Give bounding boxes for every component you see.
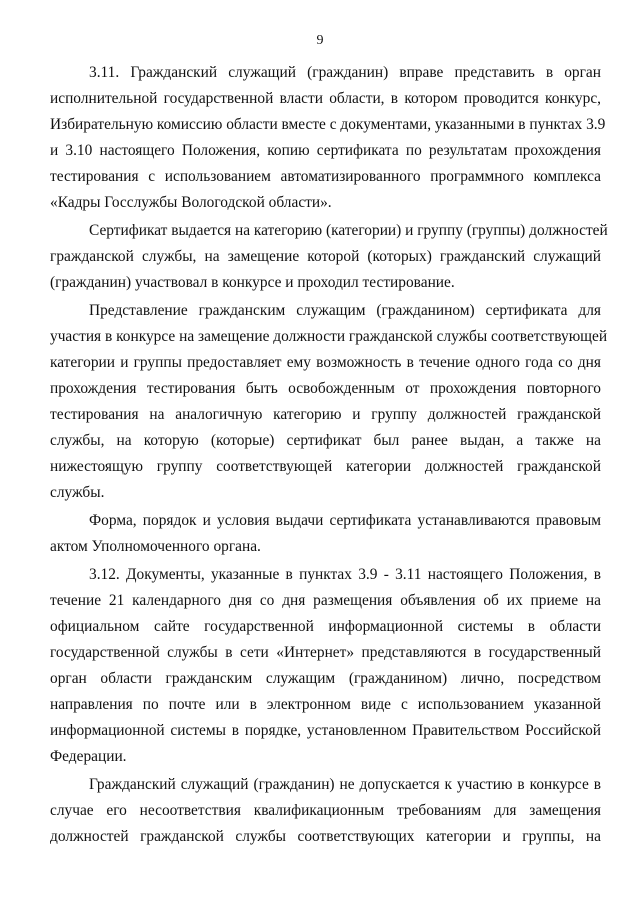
text-line: направления по почте или в электронном виде с использованием указанной xyxy=(50,696,601,713)
text-line: участия в конкурсе на замещение должности гражданской службы соответствующей xyxy=(50,328,608,345)
text-line: Гражданский служащий (гражданин) не допускается к участию в конкурсе в xyxy=(89,776,601,793)
text-line: гражданской службы, на замещение которой (которых) гражданский служащий xyxy=(50,248,601,265)
text-line: исполнительной государственной власти области, в котором проводится конкурс, xyxy=(50,90,601,107)
text-line: информационной системы в порядке, установленном Правительством Российской xyxy=(50,722,601,739)
text-line: 3.11. Гражданский служащий (гражданин) вправе представить в орган xyxy=(89,64,601,81)
text-line: официальном сайте государственной информационной системы в области xyxy=(50,618,601,635)
text-line: тестирования с использованием автоматизированного программного комплекса xyxy=(50,168,601,185)
text-line: Федерации. xyxy=(50,748,127,765)
text-line: государственной службы в сети «Интернет» представляются в государственный xyxy=(50,644,601,661)
text-line: «Кадры Госслужбы Вологодской области». xyxy=(50,194,332,211)
text-line: прохождения тестирования быть освобожденным от прохождения повторного xyxy=(50,380,601,397)
text-line: службы, на которую (которые) сертификат был ранее выдан, а также на xyxy=(50,432,601,449)
text-line: Представление гражданским служащим (гражданином) сертификата для xyxy=(89,302,601,319)
text-line: категории и группы предоставляет ему возможность в течение одного года со дня xyxy=(50,354,601,371)
text-line: нижестоящую группу соответствующей категории должностей гражданской xyxy=(50,458,601,475)
text-line: 3.12. Документы, указанные в пунктах 3.9 - 3.11 настоящего Положения, в xyxy=(89,566,601,583)
text-line: орган области гражданским служащим (гражданином) лично, посредством xyxy=(50,670,601,687)
text-line: (гражданин) участвовал в конкурсе и проходил тестирование. xyxy=(50,274,455,291)
text-line: Форма, порядок и условия выдачи сертификата устанавливаются правовым xyxy=(89,512,601,529)
text-line: Избирательную комиссию области вместе с документами, указанными в пунктах 3.9 xyxy=(50,116,606,133)
text-line: актом Уполномоченного органа. xyxy=(50,538,261,555)
text-line: тестирования на аналогичную категорию и группу должностей гражданской xyxy=(50,406,601,423)
page-number: 9 xyxy=(316,33,324,48)
text-line: службы. xyxy=(50,484,105,501)
text-line: и 3.10 настоящего Положения, копию сертификата по результатам прохождения xyxy=(50,142,601,159)
text-line: должностей гражданской службы соответствующих категории и группы, на xyxy=(50,828,601,845)
text-line: течение 21 календарного дня со дня размещения объявления об их приеме на xyxy=(50,592,601,609)
text-line: Сертификат выдается на категорию (категории) и группу (группы) должностей xyxy=(89,222,608,239)
text-line: случае его несоответствия квалификационным требованиям для замещения xyxy=(50,802,601,819)
